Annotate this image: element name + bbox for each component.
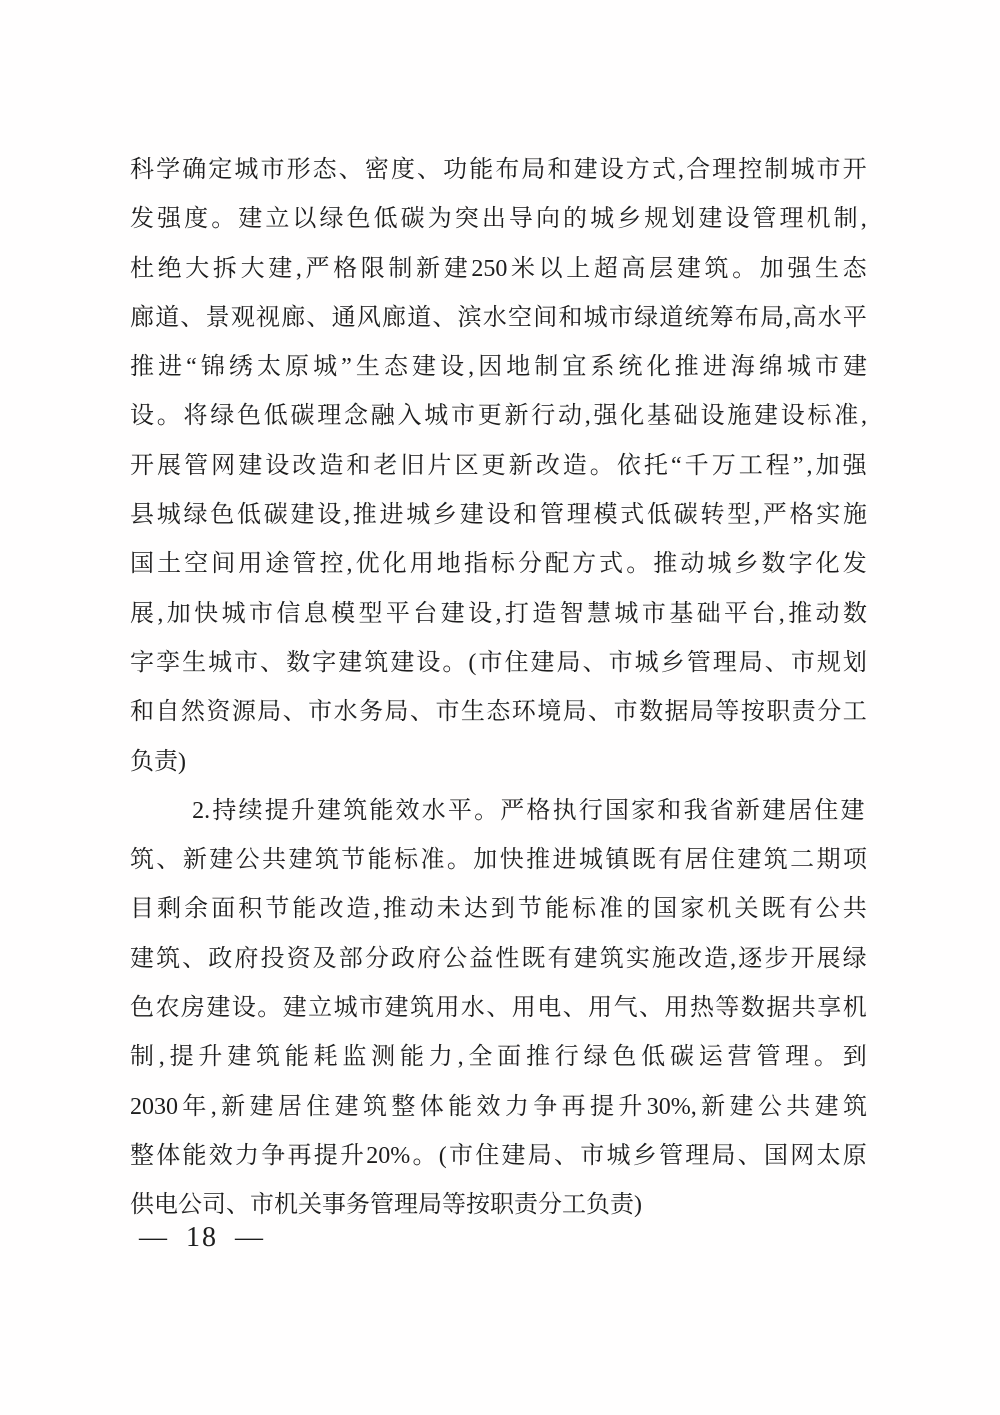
- doc-line: 展 , 加 快 城 市 信 息 模 型 平 台 建 设 , 打 造 智 慧 城 市 基 础 平 台 , 推 动 数: [130, 600, 867, 627]
- doc-line: 科 学 确 定 城 市 形 态 、 密 度 、 功 能 布 局 和 建 设 方 式 , 合 理 控 制 城 市 开: [130, 157, 867, 183]
- doc-line-paragraph-end: 负责): [130, 748, 186, 775]
- doc-line: 2030 年 , 新 建 居 住 建 筑 整 体 能 效 力 争 再 提 升 30%, 新 建 公 共 建 筑: [130, 1093, 867, 1120]
- doc-line: 设 。 将 绿 色 低 碳 理 念 融 入 城 市 更 新 行 动 , 强 化 基 础 设 施 建 设 标 准 ,: [130, 403, 867, 430]
- doc-line: 色 农 房 建 设 。 建 立 城 市 建 筑 用 水 、 用 电 、 用 气 、 用 热 等 数 据 共 享 机: [130, 995, 867, 1022]
- doc-line: 制 , 提 升 建 筑 能 耗 监 测 能 力 , 全 面 推 行 绿 色 低 碳 运 营 管 理 。 到: [130, 1044, 867, 1071]
- doc-line: 建 筑 、 政 府 投 资 及 部 分 政 府 公 益 性 既 有 建 筑 实 施 改 造 , 逐 步 开 展 绿: [130, 945, 867, 972]
- doc-line: 廊 道 、 景 观 视 廊 、 通 风 廊 道 、 滨 水 空 间 和 城 市 绿 道 统 筹 布 局 , 高 水 平: [130, 304, 867, 331]
- doc-line: 推 进 “ 锦 绣 太 原 城 ” 生 态 建 设 , 因 地 制 宜 系 统 化 推 进 海 绵 城 市 建: [130, 354, 867, 381]
- doc-line: 国 土 空 间 用 途 管 控 , 优 化 用 地 指 标 分 配 方 式 。 推 动 城 乡 数 字 化 发: [130, 551, 867, 578]
- doc-line: 字 孪 生 城 市 、 数 字 建 筑 建 设 。 ( 市 住 建 局 、 市 城 乡 管 理 局 、 市 规 划: [130, 649, 867, 676]
- doc-line: 县 城 绿 色 低 碳 建 设 , 推 进 城 乡 建 设 和 管 理 模 式 低 碳 转 型 , 严 格 实 施: [130, 502, 867, 529]
- doc-line-item-2-start: 2. 持 续 提 升 建 筑 能 效 水 平 。 严 格 执 行 国 家 和 我 省 新 建 居 住 建: [192, 797, 865, 824]
- doc-line-paragraph-end: 供电公司、市机关事务管理局等按职责分工负责): [130, 1192, 642, 1219]
- doc-line: 杜 绝 大 拆 大 建 , 严 格 限 制 新 建 250 米 以 上 超 高 层 建 筑 。 加 强 生 态: [130, 255, 867, 282]
- page-number: — 18 —: [139, 1222, 265, 1253]
- doc-line: 目 剩 余 面 积 节 能 改 造 , 推 动 未 达 到 节 能 标 准 的 国 家 机 关 既 有 公 共: [130, 896, 867, 923]
- doc-line: 开 展 管 网 建 设 改 造 和 老 旧 片 区 更 新 改 造 。 依 托 “ 千 万 工 程 ” , 加 强: [130, 452, 867, 479]
- doc-line: 发 强 度 。 建 立 以 绿 色 低 碳 为 突 出 导 向 的 城 乡 规 划 建 设 管 理 机 制 ,: [130, 206, 867, 233]
- body-text: [130, 146, 867, 1231]
- doc-line: 筑 、 新 建 公 共 建 筑 节 能 标 准 。 加 快 推 进 城 镇 既 有 居 住 建 筑 二 期 项: [130, 847, 867, 874]
- doc-line: 和 自 然 资 源 局 、 市 水 务 局 、 市 生 态 环 境 局 、 市 数 据 局 等 按 职 责 分 工: [130, 699, 867, 726]
- doc-line: 整 体 能 效 力 争 再 提 升 20% 。 ( 市 住 建 局 、 市 城 乡 管 理 局 、 国 网 太 原: [130, 1142, 867, 1169]
